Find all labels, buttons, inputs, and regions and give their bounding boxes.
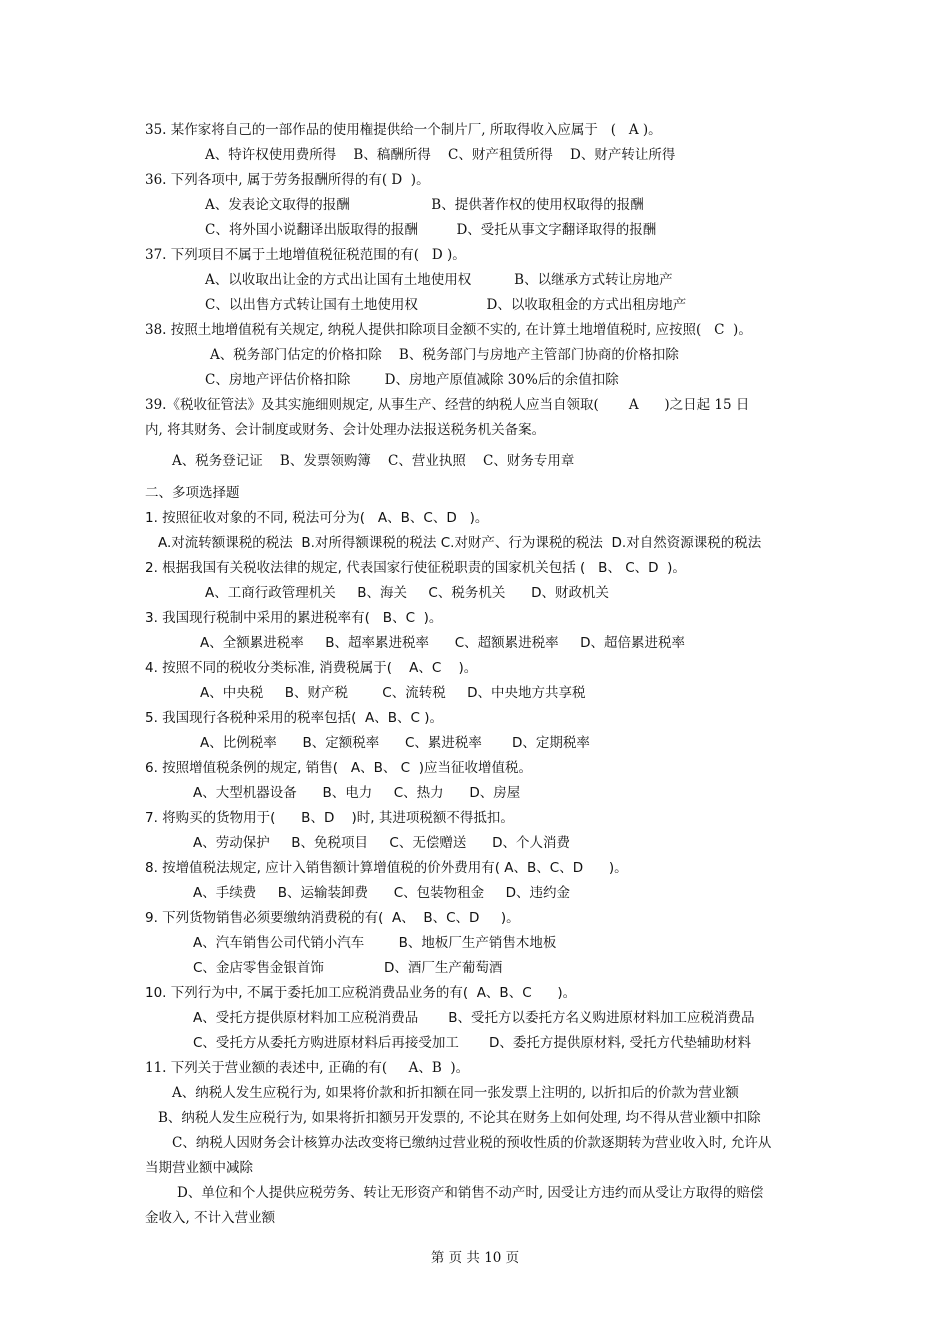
- text-line: 7. 将购买的货物用于( B、D )时, 其进项税额不得抵扣。: [145, 810, 514, 826]
- text-line: A、以收取出让金的方式出让国有土地使用权 B、以继承方式转让房地产: [205, 272, 673, 288]
- text-line: A、税务登记证 B、发票领购簿 C、营业执照 C、财务专用章: [172, 453, 575, 469]
- text-line: 38. 按照土地增值税有关规定, 纳税人提供扣除项目金额不实的, 在计算土地增值税时, 应按照( C )。: [145, 322, 752, 338]
- text-line: 6. 按照增值税条例的规定, 销售( A、B、 C )应当征收增值税。: [145, 760, 532, 776]
- text-line: A、中央税 B、财产税 C、流转税 D、中央地方共享税: [200, 685, 586, 701]
- text-line: C、房地产评估价格扣除 D、房地产原值减除 30%后的余值扣除: [205, 372, 619, 388]
- text-line: A、纳税人发生应税行为, 如果将价款和折扣额在同一张发票上注明的, 以折扣后的价款为营业额: [172, 1085, 739, 1101]
- text-line: A、大型机器设备 B、电力 C、热力 D、房屋: [193, 785, 521, 801]
- text-line: C、以出售方式转让国有土地使用权 D、以收取租金的方式出租房地产: [205, 297, 687, 313]
- text-line: 内, 将其财务、会计制度或财务、会计处理办法报送税务机关备案。: [145, 422, 546, 438]
- text-line: 10. 下列行为中, 不属于委托加工应税消费品业务的有( A、B、C )。: [145, 985, 577, 1001]
- text-line: 9. 下列货物销售必须要缴纳消费税的有( A、 B、C、D )。: [145, 910, 520, 926]
- text-line: 8. 按增值税法规定, 应计入销售额计算增值税的价外费用有( A、B、C、D )。: [145, 860, 628, 876]
- text-line: 35. 某作家将自己的一部作品的使用権提供给一个制片厂, 所取得收入应属于 ( A )。: [145, 122, 662, 138]
- text-line: B、纳税人发生应税行为, 如果将折扣额另开发票的, 不论其在财务上如何处理, 均不得从营业额中扣除: [158, 1110, 761, 1126]
- text-line: A、劳动保护 B、免税项目 C、无偿赠送 D、个人消费: [193, 835, 570, 851]
- text-line: A、特许权使用费所得 B、稿酬所得 C、财产租赁所得 D、财产转让所得: [205, 147, 676, 163]
- text-line: 1. 按照征收对象的不同, 税法可分为( A、B、C、D )。: [145, 510, 489, 526]
- text-line: C、将外国小说翻译出版取得的报酬 D、受托从事文字翻译取得的报酬: [205, 222, 657, 238]
- text-line: A、税务部门估定的价格扣除 B、税务部门与房地产主管部门协商的价格扣除: [210, 347, 679, 363]
- text-line: 39.《税收征管法》及其实施细则规定, 从事生产、经营的纳税人应当自领取( A )之日起 15 日: [145, 397, 750, 413]
- text-line: A.对流转额课税的税法 B.对所得额课税的税法 C.对财产、行为课税的税法 D.对自然资源课税的税法: [158, 535, 762, 551]
- text-line: 4. 按照不同的税收分类标准, 消费税属于( A、C )。: [145, 660, 478, 676]
- text-line: 金收入, 不计入营业额: [145, 1210, 276, 1226]
- page-footer: 第 页 共 10 页: [430, 1250, 520, 1266]
- text-line: 二、多项选择题: [145, 485, 240, 501]
- text-line: A、比例税率 B、定额税率 C、累进税率 D、定期税率: [200, 735, 590, 751]
- text-line: 3. 我国现行税制中采用的累进税率有( B、C )。: [145, 610, 443, 626]
- text-line: A、发表论文取得的报酬 B、提供著作权的使用权取得的报酬: [205, 197, 644, 213]
- text-line: A、全额累进税率 B、超率累进税率 C、超额累进税率 D、超倍累进税率: [200, 635, 685, 651]
- text-line: 5. 我国现行各税种采用的税率包括( A、B、C )。: [145, 710, 444, 726]
- text-line: D、单位和个人提供应税劳务、转让无形资产和销售不动产时, 因受让方违约而从受让方取得的赔偿: [177, 1185, 764, 1201]
- text-line: 37. 下列项目不属于土地增值税征税范围的有( D )。: [145, 247, 466, 263]
- text-line: 当期营业额中减除: [145, 1160, 253, 1176]
- text-line: A、受托方提供原材料加工应税消费品 B、受托方以委托方名义购进原材料加工应税消费品: [193, 1010, 755, 1026]
- text-line: 36. 下列各项中, 属于劳务报酬所得的有( D )。: [145, 172, 430, 188]
- text-line: C、受托方从委托方购进原材料后再接受加工 D、委托方提供原材料, 受托方代垫辅助材料: [193, 1035, 751, 1051]
- text-line: C、纳税人因财务会计核算办法改变将已缴纳过营业税的预收性质的价款逐期转为营业收入时, 允许从: [172, 1135, 772, 1151]
- text-line: 2. 根据我国有关税收法律的规定, 代表国家行使征税职责的国家机关包括 ( B、 C、D )。: [145, 560, 686, 576]
- text-line: A、手续费 B、运输装卸费 C、包装物租金 D、违约金: [193, 885, 570, 901]
- text-line: C、金店零售金银首饰 D、酒厂生产葡萄酒: [193, 960, 503, 976]
- text-line: A、工商行政管理机关 B、海关 C、税务机关 D、财政机关: [205, 585, 609, 601]
- text-line: 11. 下列关于营业额的表述中, 正确的有( A、B )。: [145, 1060, 470, 1076]
- text-line: A、汽车销售公司代销小汽车 B、地板厂生产销售木地板: [193, 935, 557, 951]
